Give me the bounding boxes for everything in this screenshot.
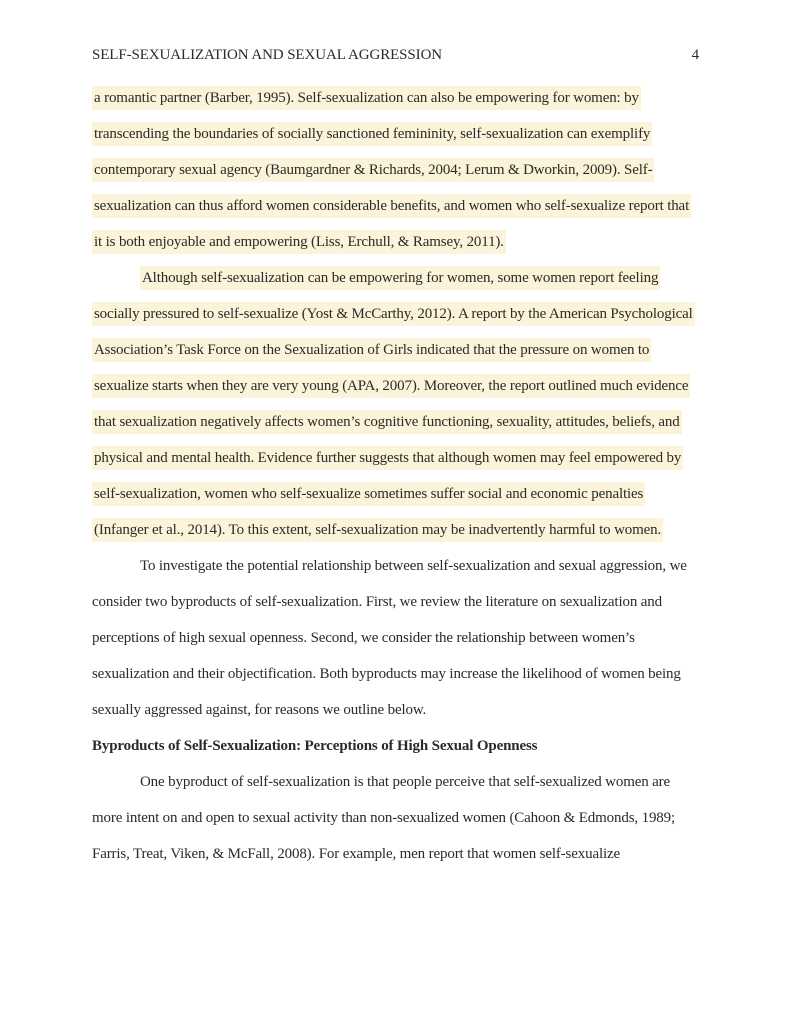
page-number: 4 (691, 47, 699, 63)
paragraph-investigation: To investigate the potential relationship between self-sexualization and sexual aggression, we consider two byproducts of self-sexualization. First, we review the literature on sexualization and perceptions of high sexual openness. Second, we consider the relationship between women’s sexualization and their objectification. Both byproducts may increase the likelihood of women being sexually aggressed against, for reasons we outline below. (92, 558, 687, 718)
paragraph-continuation (92, 80, 699, 260)
highlighted-text-1: a romantic partner (Barber, 1995). Self-sexualization can also be empowering for women: by transcending the boundaries of socially sanctioned femininity, self-sexualization can exemplify contemporary sexual agency (Baumgardner & Richards, 2004; Lerum & Dworkin, 2009). Self-sexualization can thus afford women considerable benefits, and women who self-sexualize report that it is both enjoyable and empowering (Liss, Erchull, & Ramsey, 2011). (92, 86, 691, 254)
highlighted-text-2: Although self-sexualization can be empowering for women, some women report feeling socially pressured to self-sexualize (Yost & McCarthy, 2012). A report by the American Psychological Association’s Task Force on the Sexualization of Girls indicated that the pressure on women to sexualize starts when they are very young (APA, 2007). Moreover, the report outlined much evidence that sexualization negatively affects women’s cognitive functioning, sexuality, attitudes, beliefs, and physical and mental health. Evidence further suggests that although women may feel empowered by self-sexualization, women who self-sexualize sometimes suffer social and economic penalties (Infanger et al., 2014). To this extent, self-sexualization may be inadvertently harmful to women. (92, 266, 695, 542)
paragraph-pressure (92, 260, 699, 548)
section-heading: Byproducts of Self-Sexualization: Perceptions of High Sexual Openness (92, 738, 538, 754)
running-head: SELF-SEXUALIZATION AND SEXUAL AGGRESSION (92, 47, 443, 63)
page-header (92, 46, 699, 64)
manuscript-body (92, 80, 699, 872)
paragraph-byproduct: One byproduct of self-sexualization is that people perceive that self-sexualized women are more intent on and open to sexual activity than non-sexualized women (Cahoon & Edmonds, 1989; Farris, Treat, Viken, & McFall, 2008). For example, men report that women self-sexualize (92, 774, 676, 862)
